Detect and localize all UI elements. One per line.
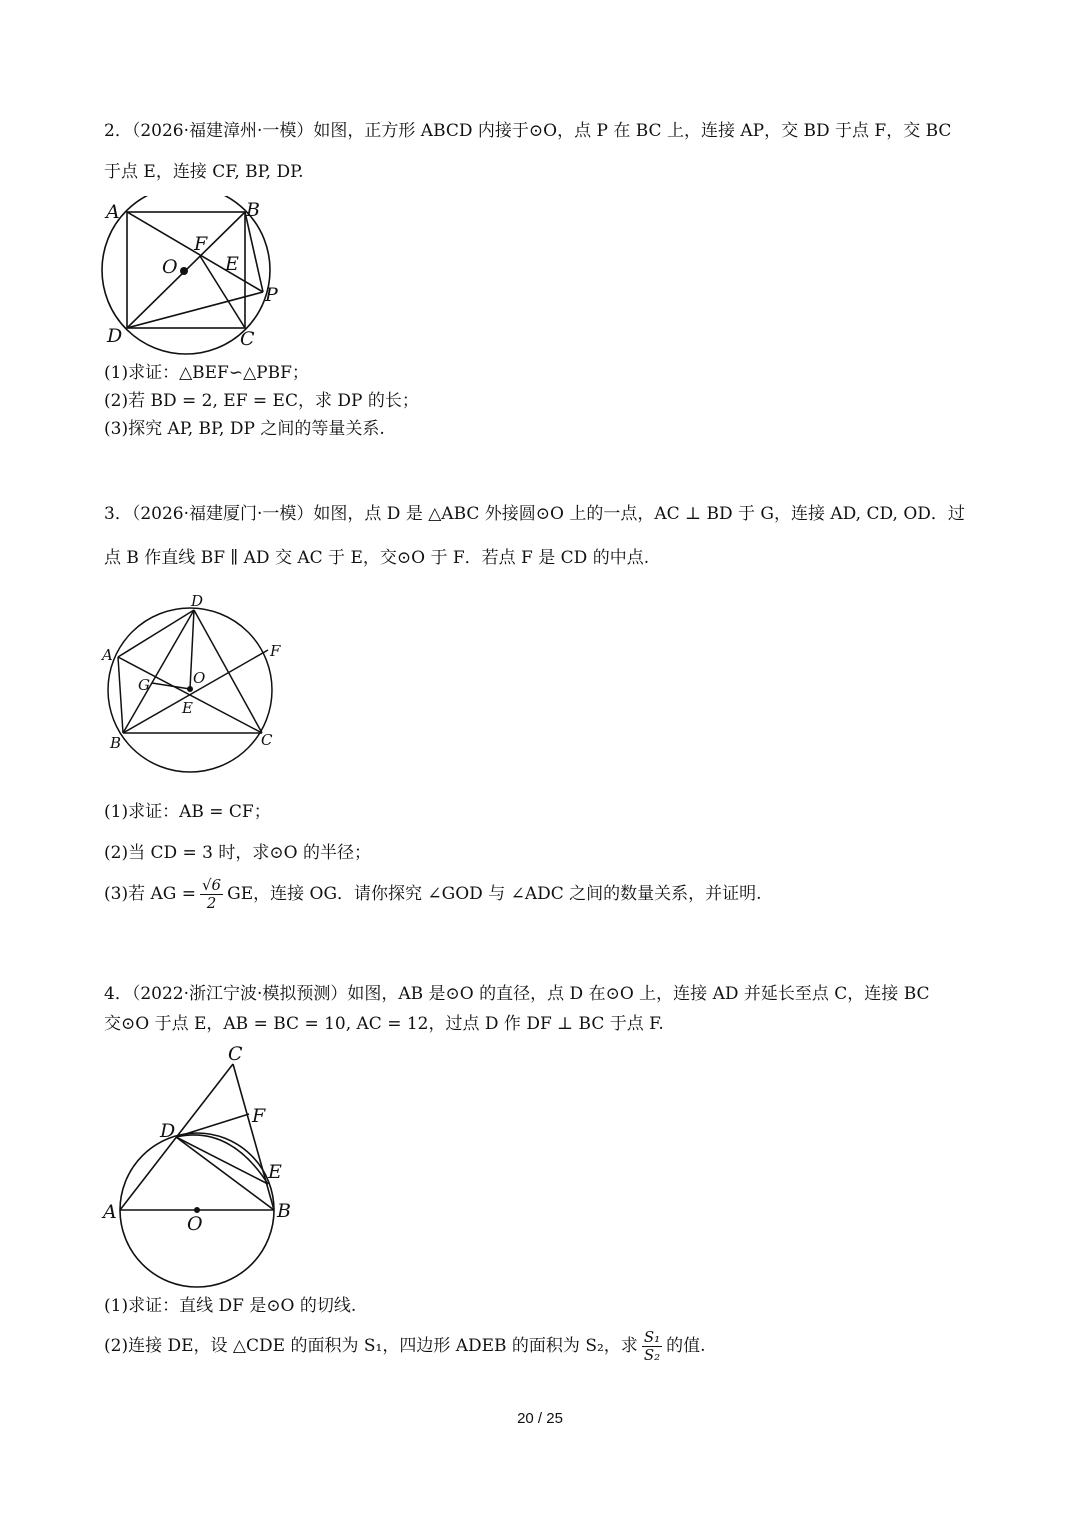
problem-3-figure xyxy=(98,590,288,780)
fraction-denominator: S₂ xyxy=(643,1345,661,1364)
label-O: O xyxy=(193,669,206,687)
q3-prefix: (3)若 AG = xyxy=(104,884,196,904)
problem-2-figure xyxy=(96,196,296,356)
label-E: E xyxy=(182,699,193,717)
label-E: E xyxy=(225,253,239,275)
label-F: F xyxy=(252,1105,266,1127)
label-F: F xyxy=(194,233,208,255)
label-B: B xyxy=(110,734,122,752)
label-O: O xyxy=(187,1213,203,1235)
problem-2-question-1: (1)求证：△BEF∽△PBF； xyxy=(104,363,309,383)
label-A: A xyxy=(106,201,120,223)
problem-2-stem-line-2: 于点 E，连接 CF, BP, DP. xyxy=(104,162,304,182)
page-number: 20 / 25 xyxy=(517,1410,563,1427)
label-C: C xyxy=(228,1043,243,1065)
problem-4-stem-line-1: 4．（2022·浙江宁波·模拟预测）如图，AB 是⊙O 的直径，点 D 在⊙O 上，连接 AD 并延长至点 C，连接 BC xyxy=(104,984,930,1004)
label-G: G xyxy=(138,676,150,694)
label-O: O xyxy=(162,256,178,278)
label-B: B xyxy=(277,1200,291,1222)
label-C: C xyxy=(261,731,273,749)
label-F: F xyxy=(270,642,281,660)
label-D: D xyxy=(107,325,123,347)
problem-3-question-1: (1)求证：AB = CF； xyxy=(104,802,271,822)
label-E: E xyxy=(268,1161,282,1183)
label-B: B xyxy=(246,199,260,221)
fraction xyxy=(642,1329,662,1364)
problem-4-stem-line-2: 交⊙O 于点 E，AB = BC = 10, AC = 12，过点 D 作 DF ⊥ BC 于点 F. xyxy=(104,1014,664,1034)
problem-4-question-1: (1)求证：直线 DF 是⊙O 的切线. xyxy=(104,1296,357,1316)
problem-3-question-3 xyxy=(104,872,762,916)
label-D: D xyxy=(191,592,204,610)
problem-4-question-2 xyxy=(104,1324,706,1368)
problem-2-question-2: (2)若 BD = 2, EF = EC，求 DP 的长； xyxy=(104,391,419,411)
problem-4-figure xyxy=(98,1040,298,1305)
label-C: C xyxy=(240,328,255,350)
problem-3-stem-line-2: 点 B 作直线 BF ∥ AD 交 AC 于 E，交⊙O 于 F．若点 F 是 CD 的中点. xyxy=(104,548,650,568)
problem-2-stem-line-1: 2．（2026·福建漳州·一模）如图，正方形 ABCD 内接于⊙O，点 P 在 BC 上，连接 AP，交 BD 于点 F，交 BC xyxy=(104,121,952,141)
q2-suffix: 的值. xyxy=(666,1336,706,1356)
fraction-denominator: 2 xyxy=(206,893,217,912)
problem-3-question-2: (2)当 CD = 3 时，求⊙O 的半径； xyxy=(104,843,371,863)
fraction xyxy=(200,877,223,912)
q2-prefix: (2)连接 DE，设 △CDE 的面积为 S₁，四边形 ADEB 的面积为 S₂，求 xyxy=(104,1336,638,1356)
label-P: P xyxy=(265,284,278,306)
label-A: A xyxy=(103,1201,117,1223)
problem-3-stem-line-1: 3．（2026·福建厦门·一模）如图，点 D 是 △ABC 外接圆⊙O 上的一点，AC ⊥ BD 于 G，连接 AD, CD, OD．过 xyxy=(104,504,965,524)
fraction-numerator: S₁ xyxy=(643,1327,661,1346)
label-A: A xyxy=(102,646,113,664)
label-D: D xyxy=(160,1120,176,1142)
q3-suffix: GE，连接 OG．请你探究 ∠GOD 与 ∠ADC 之间的数量关系，并证明. xyxy=(227,884,762,904)
problem-2-question-3: (3)探究 AP, BP, DP 之间的等量关系. xyxy=(104,419,385,439)
fraction-numerator: √6 xyxy=(202,875,222,894)
